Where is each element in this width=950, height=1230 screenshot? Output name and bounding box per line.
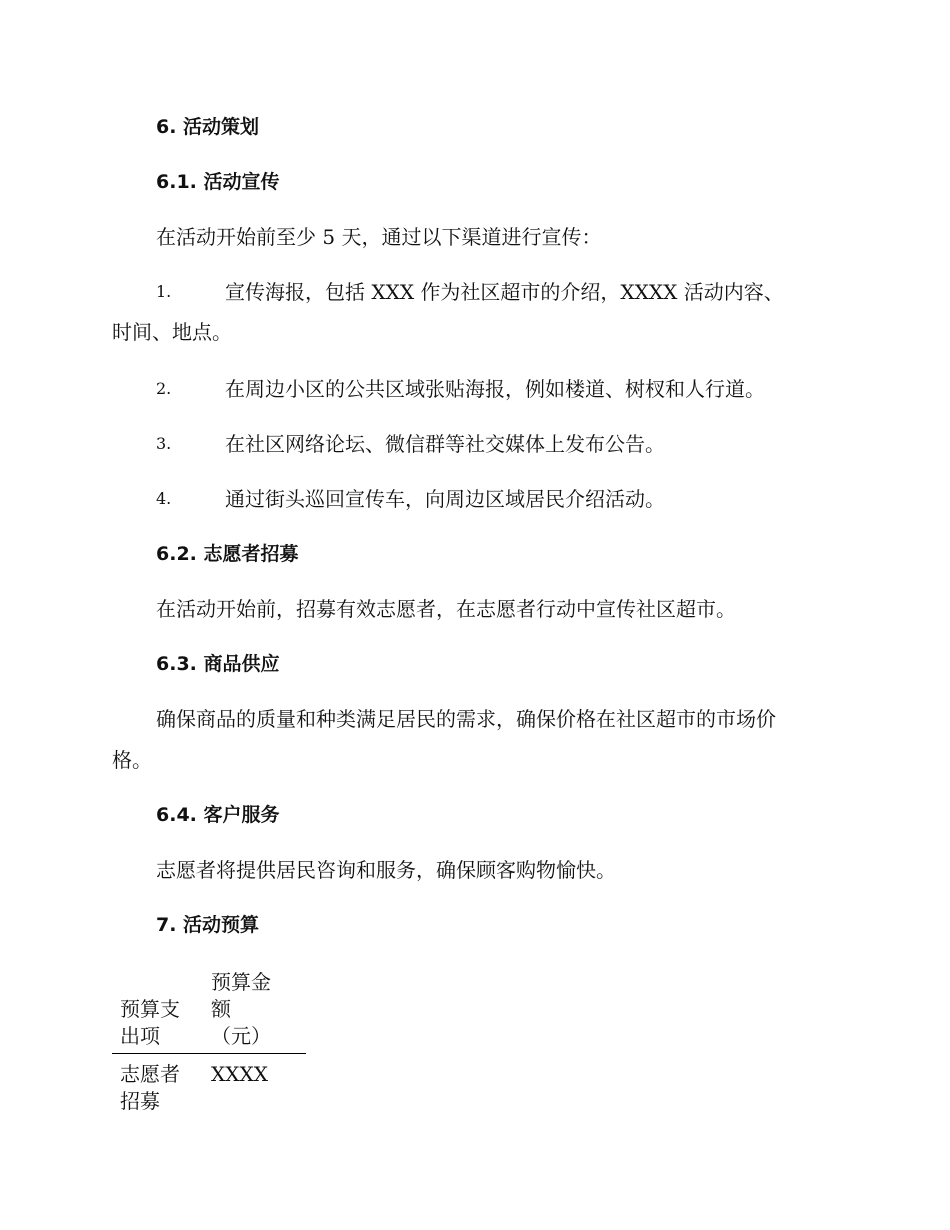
- section-7-title: 7. 活动预算: [156, 914, 260, 936]
- section-6-3-title: 6.3. 商品供应: [156, 653, 280, 675]
- list-item-number: 2.: [156, 379, 172, 398]
- list-item-number: 4.: [156, 489, 172, 508]
- row-item-line1: 志愿者: [120, 1062, 180, 1086]
- section-6-4-title: 6.4. 客户服务: [156, 804, 280, 826]
- row-amount: XXXX: [211, 1062, 268, 1086]
- list-item-number: 3.: [156, 434, 172, 453]
- list-item-text: 在社区网络论坛、微信群等社交媒体上发布公告。: [225, 432, 665, 456]
- list-item-number: 1.: [156, 282, 172, 301]
- section-6-3-body: 确保商品的质量和种类满足居民的需求，确保价格在社区超市的市场价: [156, 707, 776, 731]
- list-item-text: 在周边小区的公共区域张贴海报，例如楼道、树杈和人行道。: [225, 377, 765, 401]
- section-6-1-title: 6.1. 活动宣传: [156, 171, 280, 193]
- header-item-line2: 出项: [120, 1024, 160, 1048]
- list-item-text: 宣传海报，包括 XXX 作为社区超市的介绍，XXXX 活动内容、: [225, 280, 784, 304]
- header-amount-line1: 预算金: [211, 970, 271, 994]
- section-6-2-body: 在活动开始前，招募有效志愿者，在志愿者行动中宣传社区超市。: [156, 597, 736, 621]
- section-6-2-title: 6.2. 志愿者招募: [156, 543, 299, 565]
- section-6-1-intro: 在活动开始前至少 5 天，通过以下渠道进行宣传：: [156, 225, 602, 249]
- list-item-text: 通过街头巡回宣传车，向周边区域居民介绍活动。: [225, 487, 665, 511]
- section-6-3-body-continued: 格。: [112, 748, 152, 772]
- row-item-line2: 招募: [120, 1089, 160, 1113]
- header-amount-line2: 额: [211, 997, 231, 1021]
- header-amount-line3: （元）: [211, 1024, 271, 1048]
- table-header-rule: [112, 1053, 306, 1054]
- header-item-line1: 预算支: [120, 997, 180, 1021]
- list-item-text-continued: 时间、地点。: [112, 320, 232, 344]
- section-6-title: 6. 活动策划: [156, 116, 260, 138]
- section-6-4-body: 志愿者将提供居民咨询和服务，确保顾客购物愉快。: [156, 858, 616, 882]
